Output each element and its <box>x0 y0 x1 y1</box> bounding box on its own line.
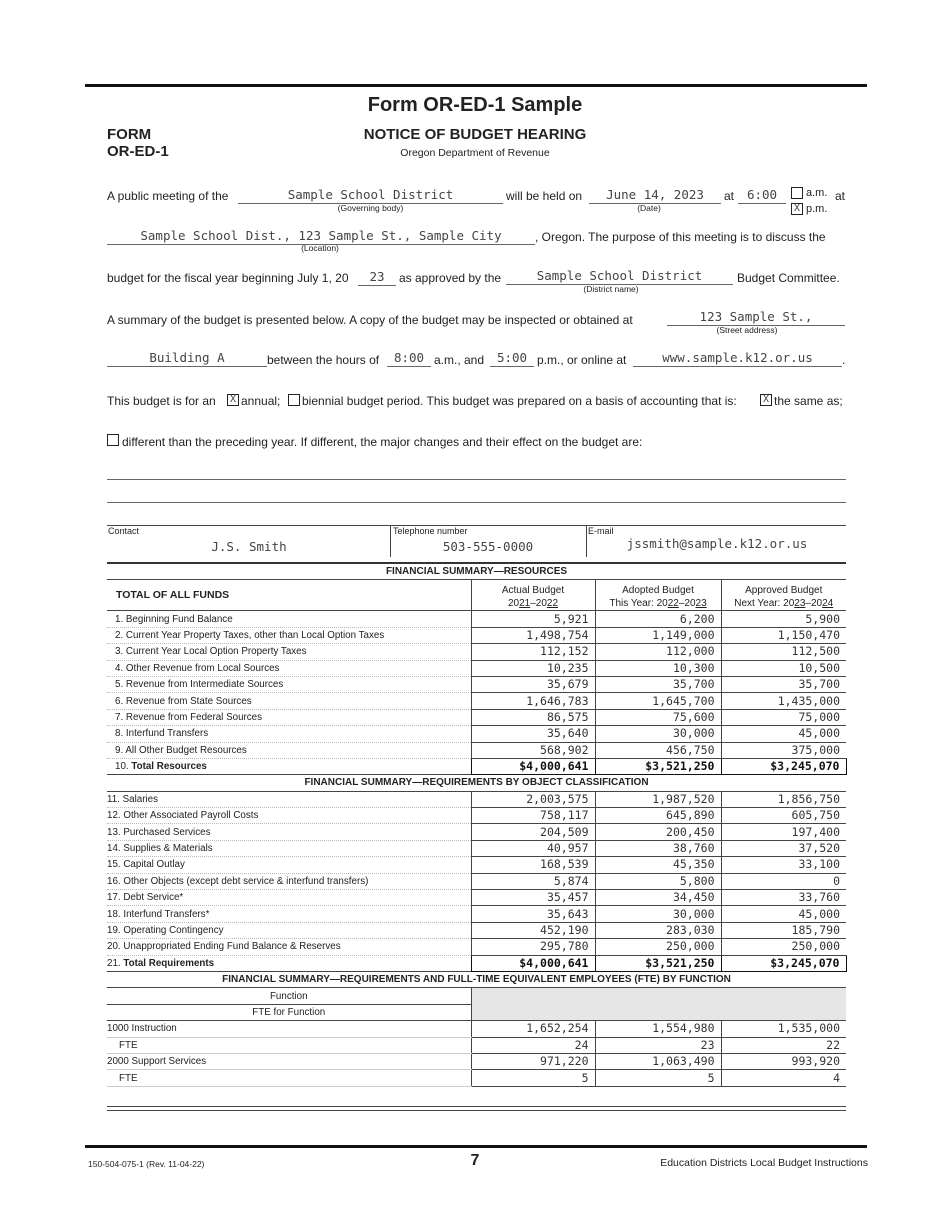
function-row <box>107 1070 846 1086</box>
resource-row <box>107 611 846 627</box>
location-caption: (Location) <box>301 243 339 253</box>
resource-row <box>107 742 846 758</box>
total-requirements-actual[interactable]: $4,000,641 <box>471 955 595 971</box>
requirement-row <box>107 906 846 922</box>
approved-budget-title: Approved Budget <box>745 585 823 597</box>
function-header: Function <box>107 988 471 1004</box>
function-label: 1000 Instruction <box>107 1021 471 1037</box>
bottom-rule <box>85 1145 867 1148</box>
same-as-checkbox[interactable]: X <box>760 394 772 406</box>
phone-value[interactable]: 503-555-0000 <box>442 539 534 554</box>
resource-label: 2. Current Year Property Taxes, other than Local Option Taxes <box>107 627 471 643</box>
form-label: FORM <box>107 126 152 143</box>
resource-actual[interactable]: 112,152 <box>471 644 595 660</box>
requirement-approved[interactable]: 45,000 <box>721 906 846 922</box>
requirement-actual[interactable]: 5,874 <box>471 873 595 889</box>
actual-budget-header <box>471 580 595 611</box>
email-label: E-mail <box>588 526 614 536</box>
function-actual[interactable]: 971,220 <box>471 1053 595 1069</box>
adopted-budget-years: This Year: 2022–2023 <box>609 598 707 610</box>
requirement-adopted[interactable]: 250,000 <box>595 939 721 955</box>
website-field[interactable]: www.sample.k12.or.us <box>633 350 842 367</box>
requirement-approved[interactable]: 37,520 <box>721 840 846 856</box>
resource-adopted[interactable]: 35,700 <box>595 676 721 692</box>
department-name: Oregon Department of Revenue <box>400 147 550 159</box>
district-name-caption: (District name) <box>583 284 639 294</box>
notice-title: NOTICE OF BUDGET HEARING <box>363 126 587 143</box>
different-checkbox[interactable] <box>107 434 119 446</box>
function-adopted[interactable]: 23 <box>595 1037 721 1053</box>
fte-header-shade <box>471 988 846 1021</box>
requirement-actual[interactable]: 35,643 <box>471 906 595 922</box>
resource-approved[interactable]: 375,000 <box>721 742 846 758</box>
text-will-be-held: will be held on <box>506 189 583 203</box>
resource-label: 1. Beginning Fund Balance <box>107 611 471 627</box>
district-name-field[interactable]: Sample School District <box>506 268 733 285</box>
resource-actual[interactable]: 35,679 <box>471 676 595 692</box>
approved-budget-header <box>721 580 846 611</box>
function-approved[interactable]: 993,920 <box>721 1053 846 1069</box>
actual-budget-title: Actual Budget <box>501 585 565 597</box>
text-fiscal-year: budget for the fiscal year beginning July 1, 20 <box>107 271 349 285</box>
text-pm-online: p.m., or online at <box>537 353 627 367</box>
requirement-adopted[interactable]: 38,760 <box>595 840 721 856</box>
resource-row <box>107 676 846 692</box>
resource-label: 7. Revenue from Federal Sources <box>107 709 471 725</box>
resource-adopted[interactable]: 112,000 <box>595 644 721 660</box>
function-adopted[interactable]: 1,554,980 <box>595 1021 721 1037</box>
resource-adopted[interactable]: 456,750 <box>595 742 721 758</box>
resource-label: 8. Interfund Transfers <box>107 726 471 742</box>
resource-row <box>107 709 846 725</box>
total-of-all-funds: TOTAL OF ALL FUNDS <box>107 580 471 611</box>
requirement-row <box>107 922 846 938</box>
resource-row <box>107 627 846 643</box>
resource-row <box>107 644 846 660</box>
same-as-label: the same as; <box>774 394 843 408</box>
actual-budget-years: 2021–2022 <box>507 598 559 610</box>
changes-line-1[interactable] <box>107 479 846 480</box>
requirement-row <box>107 824 846 840</box>
text-budget-committee: Budget Committee. <box>737 271 840 285</box>
hours-to-field[interactable]: 5:00 <box>490 350 534 367</box>
fiscal-year-field[interactable]: 23 <box>358 269 396 286</box>
requirement-approved[interactable]: 33,100 <box>721 857 846 873</box>
text-between-hours: between the hours of <box>267 353 380 367</box>
text-approved-by: as approved by the <box>399 271 502 285</box>
requirement-approved[interactable]: 197,400 <box>721 824 846 840</box>
resource-row <box>107 660 846 676</box>
requirement-actual[interactable]: 35,457 <box>471 890 595 906</box>
approved-budget-years: Next Year: 2023–2024 <box>734 598 834 610</box>
contact-value[interactable]: J.S. Smith <box>211 539 287 554</box>
requirement-adopted[interactable]: 1,987,520 <box>595 791 721 807</box>
resource-actual[interactable]: 5,921 <box>471 611 595 627</box>
time-field[interactable]: 6:00 <box>738 187 786 204</box>
function-approved[interactable]: 4 <box>721 1070 846 1086</box>
requirement-adopted[interactable]: 34,450 <box>595 890 721 906</box>
total-resources-row <box>107 758 846 774</box>
requirement-label: 17. Debt Service* <box>107 890 471 906</box>
requirement-row <box>107 939 846 955</box>
resource-actual[interactable]: 1,498,754 <box>471 627 595 643</box>
contact-divider-2 <box>586 525 587 557</box>
function-label: FTE <box>107 1070 471 1086</box>
requirement-label: 15. Capital Outlay <box>107 857 471 873</box>
resource-actual[interactable]: 35,640 <box>471 726 595 742</box>
resource-adopted[interactable]: 30,000 <box>595 726 721 742</box>
function-approved[interactable]: 1,535,000 <box>721 1021 846 1037</box>
annual-checkbox[interactable]: X <box>227 394 239 406</box>
requirement-adopted[interactable]: 30,000 <box>595 906 721 922</box>
page-number: 7 <box>470 1152 480 1169</box>
requirement-adopted[interactable]: 283,030 <box>595 922 721 938</box>
resource-adopted[interactable]: 75,600 <box>595 709 721 725</box>
resource-label: 4. Other Revenue from Local Sources <box>107 660 471 676</box>
requirement-row <box>107 857 846 873</box>
top-rule <box>85 84 867 87</box>
date-field[interactable]: June 14, 2023 <box>589 187 721 204</box>
requirement-label: 19. Operating Contingency <box>107 922 471 938</box>
requirement-label: 12. Other Associated Payroll Costs <box>107 808 471 824</box>
requirement-row <box>107 873 846 889</box>
requirement-row <box>107 890 846 906</box>
resource-approved[interactable]: 112,500 <box>721 644 846 660</box>
requirement-approved[interactable]: 33,760 <box>721 890 846 906</box>
total-resources-actual[interactable]: $4,000,641 <box>471 758 595 774</box>
function-actual[interactable]: 5 <box>471 1070 595 1086</box>
street-address-caption: (Street address) <box>716 325 778 335</box>
building-field[interactable]: Building A <box>107 350 267 367</box>
street-address-field[interactable]: 123 Sample St., <box>667 309 845 326</box>
adopted-budget-title: Adopted Budget <box>622 585 694 597</box>
resource-row <box>107 726 846 742</box>
requirement-row <box>107 840 846 856</box>
resource-actual[interactable]: 568,902 <box>471 742 595 758</box>
function-row <box>107 1021 846 1037</box>
total-requirements-label: 21. Total Requirements <box>107 955 471 971</box>
resource-adopted[interactable]: 1,645,700 <box>595 693 721 709</box>
requirement-label: 18. Interfund Transfers* <box>107 906 471 922</box>
requirement-label: 20. Unappropriated Ending Fund Balance & Reserves <box>107 939 471 955</box>
resource-actual[interactable]: 10,235 <box>471 660 595 676</box>
requirement-label: 16. Other Objects (except debt service & interfund transfers) <box>107 873 471 889</box>
text-public-meeting: A public meeting of the <box>107 189 229 203</box>
requirement-row <box>107 791 846 807</box>
requirement-label: 13. Purchased Services <box>107 824 471 840</box>
total-requirements-adopted[interactable]: $3,521,250 <box>595 955 721 971</box>
form-number: 150-504-075-1 (Rev. 11-04-22) <box>88 1159 205 1169</box>
function-row <box>107 1053 846 1069</box>
resource-approved[interactable]: 5,900 <box>721 611 846 627</box>
financial-summary-table <box>107 562 847 1087</box>
requirement-adopted[interactable]: 5,800 <box>595 873 721 889</box>
text-budget-for: This budget is for an <box>107 394 216 408</box>
text-period: . <box>842 353 846 367</box>
requirement-adopted[interactable]: 45,350 <box>595 857 721 873</box>
resource-actual[interactable]: 86,575 <box>471 709 595 725</box>
text-at-2: at <box>835 189 846 203</box>
resource-actual[interactable]: 1,646,783 <box>471 693 595 709</box>
text-at: at <box>724 189 735 203</box>
resource-adopted[interactable]: 6,200 <box>595 611 721 627</box>
contact-divider-1 <box>390 525 391 557</box>
function-actual[interactable]: 1,652,254 <box>471 1021 595 1037</box>
annual-label: annual; <box>241 394 281 408</box>
function-approved[interactable]: 22 <box>721 1037 846 1053</box>
resource-approved[interactable]: 10,500 <box>721 660 846 676</box>
resource-label: 9. All Other Budget Resources <box>107 742 471 758</box>
function-actual[interactable]: 24 <box>471 1037 595 1053</box>
requirement-actual[interactable]: 295,780 <box>471 939 595 955</box>
resource-approved[interactable]: 75,000 <box>721 709 846 725</box>
hours-from-field[interactable]: 8:00 <box>387 350 431 367</box>
form-id: OR-ED-1 <box>107 143 169 160</box>
fte-for-function-header: FTE for Function <box>107 1004 471 1020</box>
table-end-rule <box>107 1106 846 1111</box>
requirement-approved[interactable]: 605,750 <box>721 808 846 824</box>
requirement-actual[interactable]: 452,190 <box>471 922 595 938</box>
requirement-actual[interactable]: 204,509 <box>471 824 595 840</box>
changes-line-2[interactable] <box>107 502 846 503</box>
am-checkbox[interactable] <box>791 187 803 199</box>
email-value[interactable]: jssmith@sample.k12.or.us <box>626 536 808 551</box>
biennial-checkbox[interactable] <box>288 394 300 406</box>
fte-section-title: FINANCIAL SUMMARY—REQUIREMENTS AND FULL-TIME EQUIVALENT EMPLOYEES (FTE) BY FUNCTION <box>107 971 846 987</box>
requirement-adopted[interactable]: 645,890 <box>595 808 721 824</box>
function-label: 2000 Support Services <box>107 1053 471 1069</box>
requirement-approved[interactable]: 1,856,750 <box>721 791 846 807</box>
contact-label: Contact <box>108 526 140 536</box>
text-am-and: a.m., and <box>434 353 485 367</box>
total-requirements-row <box>107 955 846 971</box>
requirement-label: 14. Supplies & Materials <box>107 840 471 856</box>
requirement-approved[interactable]: 250,000 <box>721 939 846 955</box>
total-resources-approved[interactable]: $3,245,070 <box>721 758 846 774</box>
biennial-label: biennial budget period. This budget was prepared on a basis of accounting that is: <box>302 394 737 408</box>
resource-approved[interactable]: 1,150,470 <box>721 627 846 643</box>
document-title: Education Districts Local Budget Instructions <box>660 1157 868 1169</box>
page-title: Form OR-ED-1 Sample <box>367 94 583 116</box>
resources-section-title: FINANCIAL SUMMARY—RESOURCES <box>107 563 846 580</box>
resource-row <box>107 693 846 709</box>
requirements-section-title: FINANCIAL SUMMARY—REQUIREMENTS BY OBJECT CLASSIFICATION <box>107 775 846 791</box>
resource-approved[interactable]: 1,435,000 <box>721 693 846 709</box>
date-caption: (Date) <box>637 203 661 213</box>
total-requirements-approved[interactable]: $3,245,070 <box>721 955 846 971</box>
location-field[interactable]: Sample School Dist., 123 Sample St., Sample City <box>107 228 535 245</box>
requirement-approved[interactable]: 185,790 <box>721 922 846 938</box>
total-resources-label: 10. Total Resources <box>107 758 471 774</box>
resource-adopted[interactable]: 10,300 <box>595 660 721 676</box>
text-summary-presented: A summary of the budget is presented below. A copy of the budget may be inspected or obtained at <box>107 313 633 327</box>
phone-label: Telephone number <box>393 526 468 536</box>
function-label: FTE <box>107 1037 471 1053</box>
resource-approved[interactable]: 35,700 <box>721 676 846 692</box>
function-adopted[interactable]: 1,063,490 <box>595 1053 721 1069</box>
resource-approved[interactable]: 45,000 <box>721 726 846 742</box>
different-label: different than the preceding year. If different, the major changes and their effect on the budget are: <box>122 435 643 449</box>
requirement-actual[interactable]: 168,539 <box>471 857 595 873</box>
pm-label: p.m. <box>806 203 828 215</box>
requirement-approved[interactable]: 0 <box>721 873 846 889</box>
requirement-actual[interactable]: 2,003,575 <box>471 791 595 807</box>
requirement-actual[interactable]: 40,957 <box>471 840 595 856</box>
resource-label: 5. Revenue from Intermediate Sources <box>107 676 471 692</box>
am-label: a.m. <box>806 187 828 199</box>
requirement-adopted[interactable]: 200,450 <box>595 824 721 840</box>
resource-label: 6. Revenue from State Sources <box>107 693 471 709</box>
requirement-label: 11. Salaries <box>107 791 471 807</box>
function-row <box>107 1037 846 1053</box>
adopted-budget-header <box>595 580 721 611</box>
pm-checkbox[interactable]: X <box>791 203 803 215</box>
total-resources-adopted[interactable]: $3,521,250 <box>595 758 721 774</box>
requirement-row <box>107 808 846 824</box>
governing-body-caption: (Governing body) <box>337 203 404 213</box>
resource-adopted[interactable]: 1,149,000 <box>595 627 721 643</box>
resource-label: 3. Current Year Local Option Property Taxes <box>107 644 471 660</box>
governing-body-field[interactable]: Sample School District <box>238 187 503 204</box>
function-adopted[interactable]: 5 <box>595 1070 721 1086</box>
text-oregon-purpose: , Oregon. The purpose of this meeting is to discuss the <box>535 230 826 244</box>
requirement-actual[interactable]: 758,117 <box>471 808 595 824</box>
